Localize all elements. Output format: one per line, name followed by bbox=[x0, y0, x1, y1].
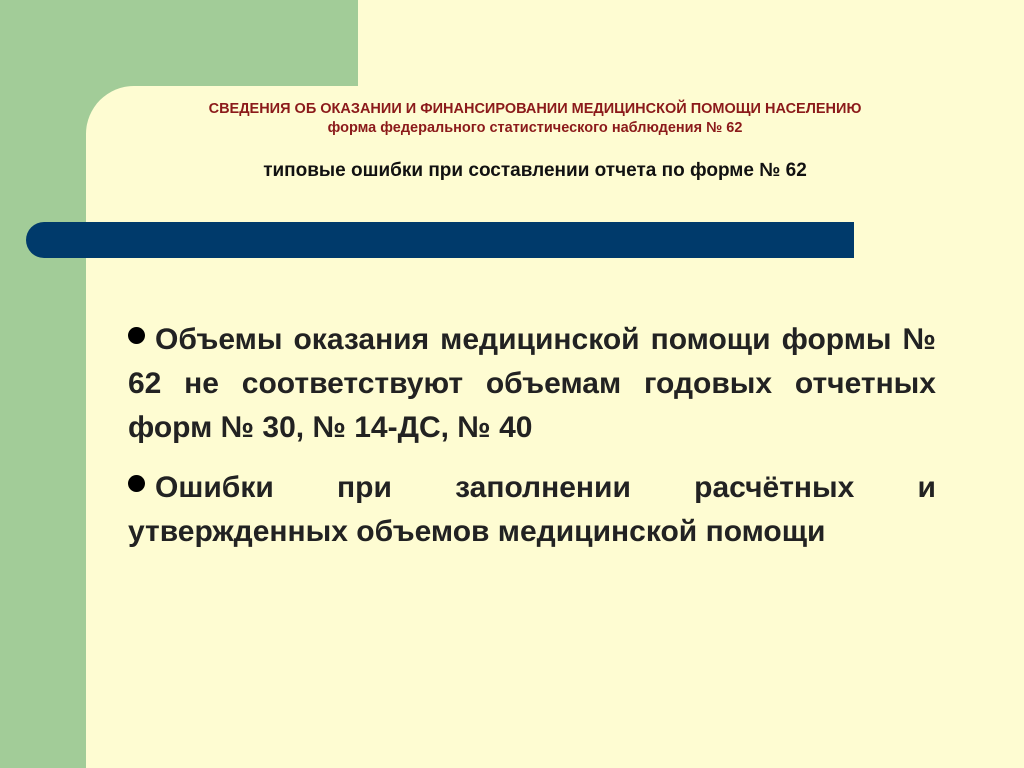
bullet-item bbox=[128, 318, 936, 450]
bullet-list bbox=[128, 318, 936, 570]
slide-header bbox=[110, 100, 960, 138]
decorative-blue-bar bbox=[26, 222, 854, 258]
slide-title: СВЕДЕНИЯ ОБ ОКАЗАНИИ И ФИНАНСИРОВАНИИ МЕДИЦИНСКОЙ ПОМОЩИ НАСЕЛЕНИЮ bbox=[208, 101, 862, 117]
bullet-text: Объемы оказания медицинской помощи формы № 62 не соответствуют объемам годовых отчетных форм № 30, № 14-ДС, № 40 bbox=[128, 323, 936, 444]
bullet-text: Ошибки при заполнении расчётных и утвержденных объемов медицинской помощи bbox=[128, 471, 936, 548]
bullet-dot-icon bbox=[128, 327, 145, 344]
form-caption: форма федерального статистического наблюдения № 62 bbox=[327, 120, 743, 136]
decorative-green-strip-left bbox=[0, 0, 86, 768]
bullet-dot-icon bbox=[128, 475, 145, 492]
bullet-item bbox=[128, 466, 936, 554]
slide-subtitle: типовые ошибки при составлении отчета по форме № 62 bbox=[263, 160, 807, 181]
